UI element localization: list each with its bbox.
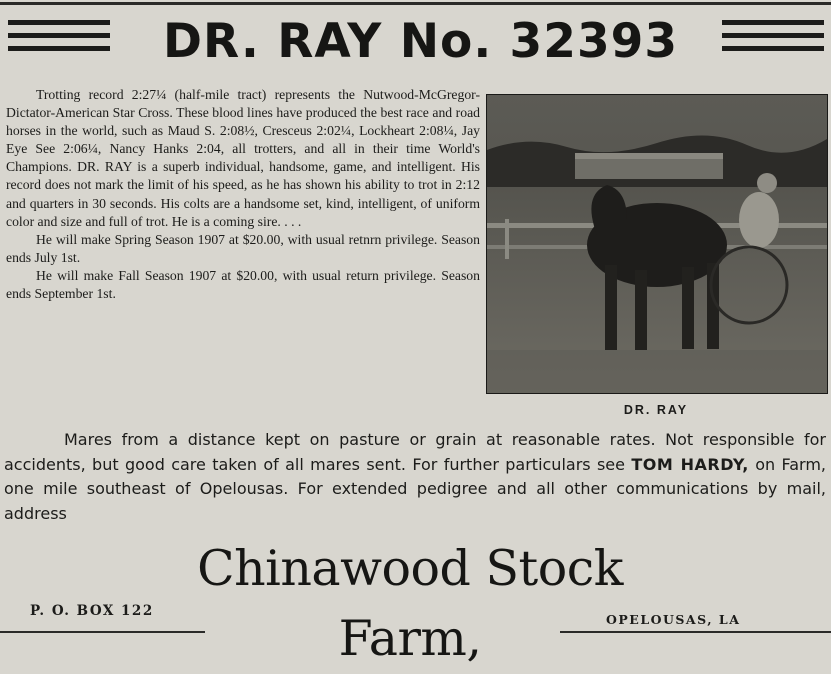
- page-title: DR. RAY No. 32393: [162, 14, 679, 69]
- contact-name: TOM HARDY,: [631, 454, 749, 474]
- bottom-rule-left: [0, 631, 205, 633]
- horse-photograph: [486, 94, 828, 394]
- top-rule: [0, 2, 831, 5]
- photo-caption: DR. RAY: [623, 403, 689, 417]
- po-box: P. O. BOX 122: [30, 603, 154, 619]
- description-text: [6, 86, 480, 303]
- description-paragraph: Trotting record 2:27¼ (half-mile tract) represents the Nutwood-McGregor-Dictator-American Star Cross. These blood lines have produced the best race and road horses in the world, such as Maud S. 2:08½, Cresceus 2:02¼, Lockheart 2:08¼, Jay Eye See 2:06¼, Nancy Hanks 2:04, all trotters, and all in their time World's Champions. DR. RAY is a superb individual, handsome, game, and intelligent. His record does not mark the limit of his speed, as he has shown his ability to trot in 2:12 and quarters in 30 seconds. His colts are a handsome set, kind, intelligent, of uniform color and size and full of trot. He is a coming sire. . . .: [6, 87, 480, 229]
- spring-season-paragraph: He will make Spring Season 1907 at $20.00, with usual retnrn privilege. Season ends July 1st.: [6, 231, 480, 265]
- notice-text-start: Mares from a distance kept on pasture or grain at reasonable rates. Not responsible for accidents, but good care taken of all mares sent. For further particulars see: [4, 430, 826, 474]
- bottom-rule-right: [560, 631, 831, 633]
- notice-text: [4, 428, 826, 526]
- decorative-bars-left: [8, 20, 110, 59]
- farm-name: Chinawood Stock Farm,: [197, 540, 623, 667]
- header: [0, 8, 831, 78]
- fall-season-paragraph: He will make Fall Season 1907 at $20.00, with usual return privilege. Season ends September 1st.: [6, 267, 480, 302]
- city-state: OPELOUSAS, LA: [606, 612, 741, 627]
- decorative-bars-right: [722, 20, 824, 59]
- notice-text-end: on Farm, one mile southeast of Opelousas. For extended pedigree and all other communications by mail, address: [4, 454, 827, 523]
